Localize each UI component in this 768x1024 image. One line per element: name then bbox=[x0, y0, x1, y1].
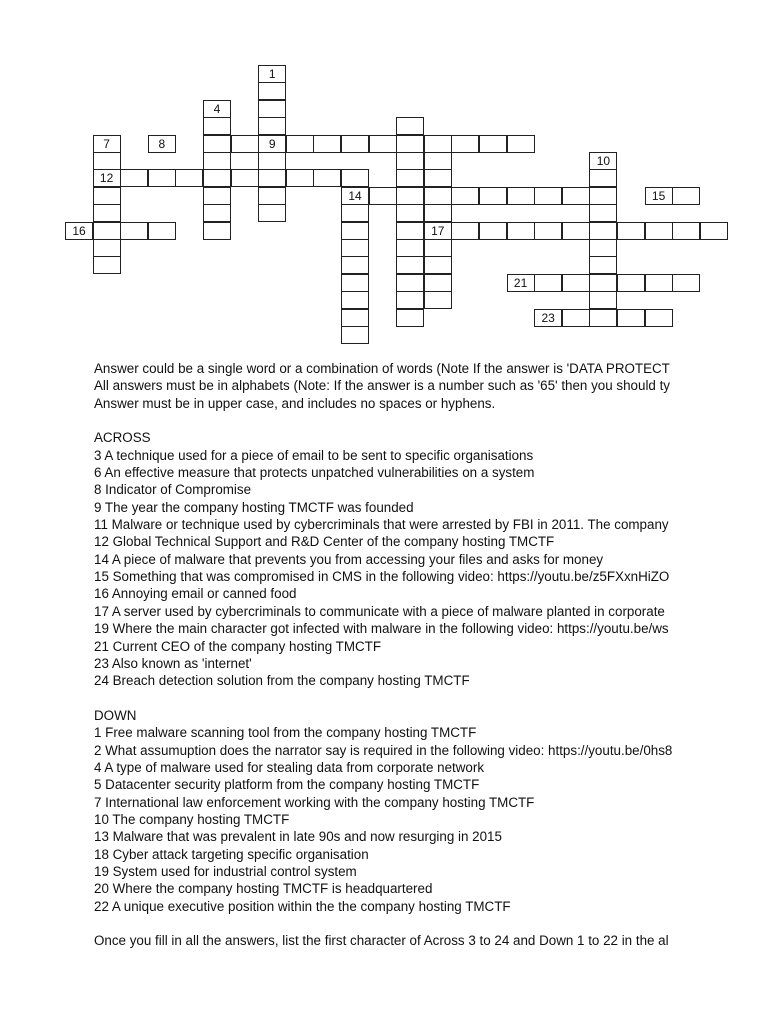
crossword-cell[interactable] bbox=[479, 135, 507, 153]
clue-number: 1 bbox=[268, 67, 276, 81]
down-clue: 13 Malware that was prevalent in late 90s and now resurging in 2015 bbox=[94, 829, 502, 845]
down-clue: 2 What assumuption does the narrator say is required in the following video: https://youtu.be/0hs8 bbox=[94, 742, 673, 758]
crossword-cell[interactable] bbox=[424, 135, 452, 153]
down-clue: 1 Free malware scanning tool from the company hosting TMCTF bbox=[94, 725, 477, 741]
crossword-cell[interactable] bbox=[341, 291, 369, 309]
crossword-cell[interactable] bbox=[286, 135, 314, 153]
crossword-cell[interactable] bbox=[534, 187, 562, 205]
crossword-cell[interactable] bbox=[562, 274, 590, 292]
crossword-cell[interactable] bbox=[258, 65, 286, 83]
instruction-line: All answers must be in alphabets (Note: If the answer is a number such as '65' then you should ty bbox=[94, 378, 671, 394]
across-clue: 16 Annoying email or canned food bbox=[94, 586, 297, 602]
crossword-cell[interactable] bbox=[203, 204, 231, 222]
down-heading: DOWN bbox=[94, 707, 137, 723]
crossword-cell[interactable] bbox=[148, 135, 176, 153]
down-clue: 22 A unique executive position within the the company hosting TMCTF bbox=[94, 898, 511, 914]
crossword-cell[interactable] bbox=[589, 152, 617, 170]
crossword-cell[interactable] bbox=[93, 222, 121, 240]
crossword-cell[interactable] bbox=[341, 222, 369, 240]
clue-text bbox=[94, 360, 704, 950]
across-clue: 9 The year the company hosting TMCTF was founded bbox=[94, 499, 414, 515]
crossword-cell[interactable] bbox=[672, 222, 700, 240]
crossword-cell[interactable] bbox=[93, 135, 121, 153]
clue-number: 23 bbox=[541, 310, 555, 325]
crossword-grid bbox=[0, 0, 768, 345]
crossword-cell[interactable] bbox=[93, 152, 121, 170]
crossword-cell[interactable] bbox=[645, 274, 673, 292]
crossword-cell[interactable] bbox=[231, 169, 259, 187]
crossword-cell[interactable] bbox=[396, 309, 424, 327]
clue-number: 16 bbox=[72, 223, 86, 238]
crossword-cell[interactable] bbox=[617, 274, 645, 292]
across-heading: ACROSS bbox=[94, 430, 151, 446]
crossword-cell[interactable] bbox=[396, 169, 424, 187]
across-clue: 19 Where the main character got infected with malware in the following video: https://youtu.be/ws bbox=[94, 621, 669, 637]
crossword-cell[interactable] bbox=[258, 117, 286, 135]
crossword-cell[interactable] bbox=[451, 135, 479, 153]
crossword-cell[interactable] bbox=[203, 152, 231, 170]
clue-number: 10 bbox=[596, 154, 611, 168]
across-clue: 3 A technique used for a piece of email to be sent to specific organisations bbox=[94, 447, 534, 463]
clue-number: 8 bbox=[158, 136, 166, 151]
crossword-cell[interactable] bbox=[534, 309, 562, 327]
crossword-cell[interactable] bbox=[203, 117, 231, 135]
crossword-cell[interactable] bbox=[341, 256, 369, 274]
crossword-cell[interactable] bbox=[700, 222, 728, 240]
crossword-cell[interactable] bbox=[341, 204, 369, 222]
across-clue: 8 Indicator of Compromise bbox=[94, 482, 252, 498]
crossword-cell[interactable] bbox=[396, 256, 424, 274]
crossword-cell[interactable] bbox=[93, 239, 121, 257]
crossword-cell[interactable] bbox=[341, 274, 369, 292]
across-clue: 23 Also known as 'internet' bbox=[94, 655, 252, 671]
crossword-cell[interactable] bbox=[313, 169, 341, 187]
crossword-cell[interactable] bbox=[562, 309, 590, 327]
crossword-cell[interactable] bbox=[341, 309, 369, 327]
crossword-cell[interactable] bbox=[507, 135, 535, 153]
crossword-cell[interactable] bbox=[507, 274, 535, 292]
crossword-cell[interactable] bbox=[203, 169, 231, 187]
crossword-cell[interactable] bbox=[589, 291, 617, 309]
clue-number: 4 bbox=[213, 101, 221, 116]
down-clue: 18 Cyber attack targeting specific organisation bbox=[94, 846, 369, 862]
crossword-cell[interactable] bbox=[672, 187, 700, 205]
crossword-cell[interactable] bbox=[424, 256, 452, 274]
crossword-cell[interactable] bbox=[672, 274, 700, 292]
across-clue: 6 An effective measure that protects unpatched vulnerabilities on a system bbox=[94, 465, 535, 481]
crossword-cell[interactable] bbox=[396, 291, 424, 309]
crossword-cell[interactable] bbox=[645, 222, 673, 240]
crossword-cell[interactable] bbox=[424, 169, 452, 187]
crossword-cell[interactable] bbox=[396, 222, 424, 240]
crossword-cell[interactable] bbox=[396, 204, 424, 222]
down-clue: 20 Where the company hosting TMCTF is headquartered bbox=[94, 881, 433, 897]
crossword-cell[interactable] bbox=[148, 222, 176, 240]
crossword-cell[interactable] bbox=[589, 204, 617, 222]
crossword-cell[interactable] bbox=[286, 169, 314, 187]
crossword-cell[interactable] bbox=[424, 222, 452, 240]
crossword-cell[interactable] bbox=[258, 169, 286, 187]
crossword-cell[interactable] bbox=[369, 187, 397, 205]
crossword-cell[interactable] bbox=[258, 187, 286, 205]
crossword-cell[interactable] bbox=[562, 222, 590, 240]
crossword-cell[interactable] bbox=[479, 187, 507, 205]
crossword-cell[interactable] bbox=[589, 309, 617, 327]
crossword-cell[interactable] bbox=[120, 169, 148, 187]
crossword-cell[interactable] bbox=[589, 222, 617, 240]
crossword-cell[interactable] bbox=[341, 326, 369, 344]
crossword-cell[interactable] bbox=[341, 187, 369, 205]
crossword-cell[interactable] bbox=[93, 256, 121, 274]
crossword-cell[interactable] bbox=[451, 222, 479, 240]
crossword-cell[interactable] bbox=[396, 187, 424, 205]
crossword-cell[interactable] bbox=[65, 222, 93, 240]
crossword-cell[interactable] bbox=[396, 152, 424, 170]
crossword-cell[interactable] bbox=[589, 169, 617, 187]
down-clue: 7 International law enforcement working with the company hosting TMCTF bbox=[94, 794, 535, 810]
crossword-cell[interactable] bbox=[424, 274, 452, 292]
clue-number: 7 bbox=[103, 136, 110, 151]
crossword-cell[interactable] bbox=[451, 187, 479, 205]
across-clue: 17 A server used by cybercriminals to communicate with a piece of malware planted in corporate bbox=[94, 603, 665, 619]
crossword-cell[interactable] bbox=[341, 169, 369, 187]
down-clue: 19 System used for industrial control system bbox=[94, 863, 357, 879]
clue-number: 9 bbox=[268, 136, 276, 151]
crossword-cell[interactable] bbox=[313, 135, 341, 153]
crossword-cell[interactable] bbox=[507, 187, 535, 205]
crossword-cell[interactable] bbox=[203, 100, 231, 118]
crossword-cell[interactable] bbox=[369, 135, 397, 153]
crossword-cell[interactable] bbox=[589, 187, 617, 205]
crossword-cell[interactable] bbox=[203, 222, 231, 240]
crossword-cell[interactable] bbox=[258, 204, 286, 222]
across-clue: 11 Malware or technique used by cybercriminals that were arrested by FBI in 2011. The company bbox=[94, 517, 669, 533]
crossword-cell[interactable] bbox=[93, 204, 121, 222]
clue-number: 21 bbox=[513, 275, 528, 290]
crossword-cell[interactable] bbox=[589, 274, 617, 292]
crossword-cell[interactable] bbox=[258, 135, 286, 153]
crossword-cell[interactable] bbox=[589, 239, 617, 257]
across-clue: 21 Current CEO of the company hosting TMCTF bbox=[94, 638, 382, 654]
down-clue: 10 The company hosting TMCTF bbox=[94, 811, 290, 827]
instruction-line: Answer must be in upper case, and includes no spaces or hyphens. bbox=[94, 395, 496, 411]
crossword-cell[interactable] bbox=[424, 187, 452, 205]
crossword-cell[interactable] bbox=[203, 187, 231, 205]
down-clue: 4 A type of malware used for stealing data from corporate network bbox=[94, 759, 485, 775]
instruction-line: Answer could be a single word or a combination of words (Note If the answer is 'DATA PROTECT bbox=[94, 361, 670, 376]
clue-number: 12 bbox=[99, 171, 114, 186]
crossword-cell[interactable] bbox=[341, 239, 369, 257]
crossword-cell[interactable] bbox=[589, 256, 617, 274]
crossword-cell[interactable] bbox=[341, 135, 369, 153]
crossword-cell[interactable] bbox=[396, 274, 424, 292]
crossword-cell[interactable] bbox=[93, 187, 121, 205]
crossword-cell[interactable] bbox=[617, 309, 645, 327]
crossword-cell[interactable] bbox=[562, 187, 590, 205]
crossword-cell[interactable] bbox=[645, 187, 673, 205]
across-clue: 14 A piece of malware that prevents you from accessing your files and asks for money bbox=[94, 551, 604, 567]
across-clue: 24 Breach detection solution from the company hosting TMCTF bbox=[94, 673, 470, 689]
crossword-cell[interactable] bbox=[258, 82, 286, 100]
clue-number: 15 bbox=[651, 188, 666, 203]
crossword-cell[interactable] bbox=[258, 152, 286, 170]
crossword-cell[interactable] bbox=[424, 204, 452, 222]
crossword-cell[interactable] bbox=[148, 169, 176, 187]
across-clue: 12 Global Technical Support and R&D Center of the company hosting TMCTF bbox=[94, 534, 555, 550]
crossword-cell[interactable] bbox=[507, 222, 535, 240]
footer-instruction: Once you fill in all the answers, list the first character of Across 3 to 24 and Down 1 to 22 in the al bbox=[94, 933, 669, 949]
crossword-cell[interactable] bbox=[175, 169, 203, 187]
clue-number: 17 bbox=[431, 223, 445, 238]
across-clue: 15 Something that was compromised in CMS in the following video: https://youtu.be/z5FXxnHiZO bbox=[94, 569, 670, 585]
clue-number: 14 bbox=[348, 188, 362, 203]
crossword-cell[interactable] bbox=[424, 291, 452, 309]
crossword-cell[interactable] bbox=[479, 222, 507, 240]
crossword-cell[interactable] bbox=[534, 274, 562, 292]
crossword-cell[interactable] bbox=[396, 135, 424, 153]
crossword-cell[interactable] bbox=[258, 100, 286, 118]
crossword-cell[interactable] bbox=[424, 152, 452, 170]
crossword-cell[interactable] bbox=[534, 222, 562, 240]
down-clue: 5 Datacenter security platform from the company hosting TMCTF bbox=[94, 777, 480, 793]
crossword-cell[interactable] bbox=[396, 117, 424, 135]
crossword-cell[interactable] bbox=[203, 135, 231, 153]
crossword-cell[interactable] bbox=[120, 222, 148, 240]
crossword-cell[interactable] bbox=[93, 169, 121, 187]
crossword-cell[interactable] bbox=[617, 222, 645, 240]
crossword-cell[interactable] bbox=[424, 239, 452, 257]
crossword-cell[interactable] bbox=[645, 309, 673, 327]
crossword-cell[interactable] bbox=[231, 135, 259, 153]
crossword-cell[interactable] bbox=[396, 239, 424, 257]
